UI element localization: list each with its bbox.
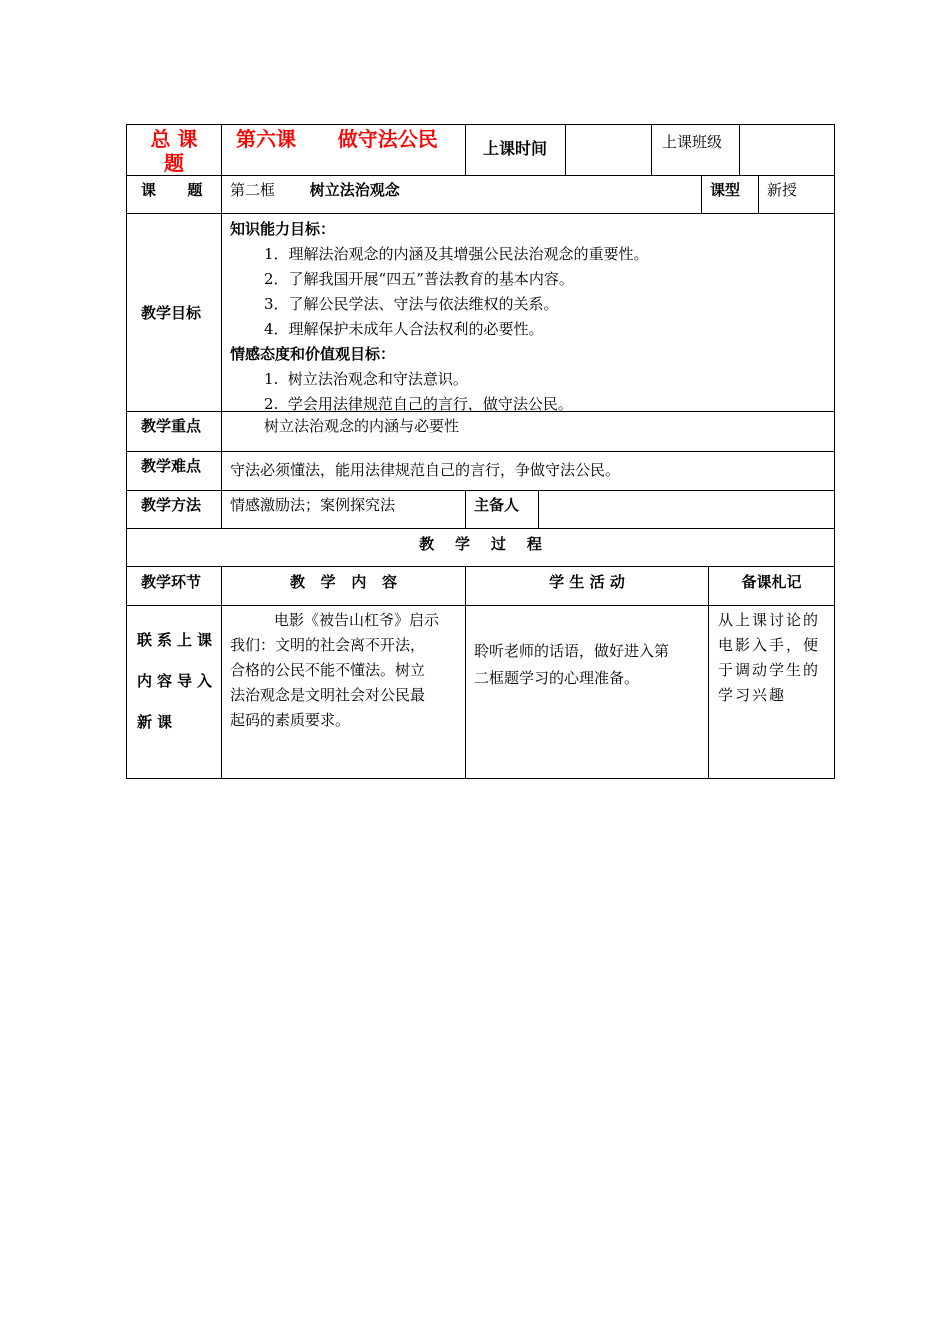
activity-line: 二框题学习的心理准备。 xyxy=(474,669,640,687)
column-header-stage: 教学环节 xyxy=(126,566,222,606)
method-label: 教学方法 xyxy=(126,490,222,529)
key-point-value: 树立法治观念的内涵与必要性 xyxy=(221,411,835,452)
class-time-label: 上课时间 xyxy=(465,124,566,176)
knowledge-item: 2．了解我国开展“四五”普法教育的基本内容。 xyxy=(264,270,574,288)
content-line: 起码的素质要求。 xyxy=(230,711,351,729)
column-header-content: 教 学 内 容 xyxy=(221,566,466,606)
method-value: 情感激励法；案例探究法 xyxy=(221,490,466,529)
difficulty-label: 教学难点 xyxy=(126,451,222,491)
subject-label: 课 题 xyxy=(126,175,222,214)
class-group-label: 上课班级 xyxy=(651,124,740,176)
column-header-activity: 学 生 活 动 xyxy=(465,566,709,606)
stage-line: 联系上课 xyxy=(137,631,218,649)
knowledge-heading: 知识能力目标： xyxy=(230,220,336,238)
type-label: 课型 xyxy=(701,175,759,214)
content-line: 电影《被告山杠爷》启示 xyxy=(274,611,440,629)
content-line: 法治观念是文明社会对公民最 xyxy=(230,686,426,704)
table-row-notes xyxy=(708,605,835,779)
table-row-stage xyxy=(126,605,222,779)
class-group-value xyxy=(739,124,835,176)
key-point-label: 教学重点 xyxy=(126,411,222,452)
frame-label: 第二框 xyxy=(230,181,276,199)
lesson-title: 第六课 做守法公民 xyxy=(221,124,466,176)
stage-line: 新课 xyxy=(137,713,178,731)
table-row-content xyxy=(221,605,466,779)
content-line: 我们：文明的社会离不开法， xyxy=(230,636,426,654)
topic-title: 树立法治观念 xyxy=(309,181,400,199)
difficulty-value: 守法必须懂法，能用法律规范自己的言行，争做守法公民。 xyxy=(221,451,835,491)
knowledge-item: 4．理解保护未成年人合法权利的必要性。 xyxy=(264,320,544,338)
attitude-item: 2. 学会用法律规范自己的言行，做守法公民。 xyxy=(264,395,573,413)
knowledge-item: 1．理解法治观念的内涵及其增强公民法治观念的重要性。 xyxy=(264,245,649,263)
lesson-plan-table xyxy=(126,124,835,779)
notes-line: 学习兴趣 xyxy=(718,686,787,704)
subject-topic xyxy=(221,175,702,214)
preparer-label: 主备人 xyxy=(465,490,539,529)
notes-line: 于调动学生的 xyxy=(718,661,821,679)
zongketi-label: 总 课 题 xyxy=(126,124,222,176)
type-value: 新授 xyxy=(758,175,835,214)
process-title: 教 学 过 程 xyxy=(126,528,835,567)
content-line: 合格的公民不能不懂法。树立 xyxy=(230,661,426,679)
stage-line: 内容导入 xyxy=(137,672,218,690)
preparer-value xyxy=(538,490,835,529)
attitude-heading: 情感态度和价值观目标： xyxy=(230,345,396,363)
activity-line: 聆听老师的话语，做好进入第 xyxy=(474,642,670,660)
notes-line: 电影入手，便 xyxy=(718,636,821,654)
attitude-item: 1. 树立法治观念和守法意识。 xyxy=(264,370,468,388)
knowledge-item: 3．了解公民学法、守法与依法维权的关系。 xyxy=(264,295,559,313)
notes-line: 从上课讨论的 xyxy=(718,611,821,629)
objectives-content xyxy=(221,213,835,412)
objectives-label: 教学目标 xyxy=(126,213,222,412)
column-header-notes: 备课札记 xyxy=(708,566,835,606)
table-row-activity xyxy=(465,605,709,779)
class-time-value xyxy=(565,124,652,176)
